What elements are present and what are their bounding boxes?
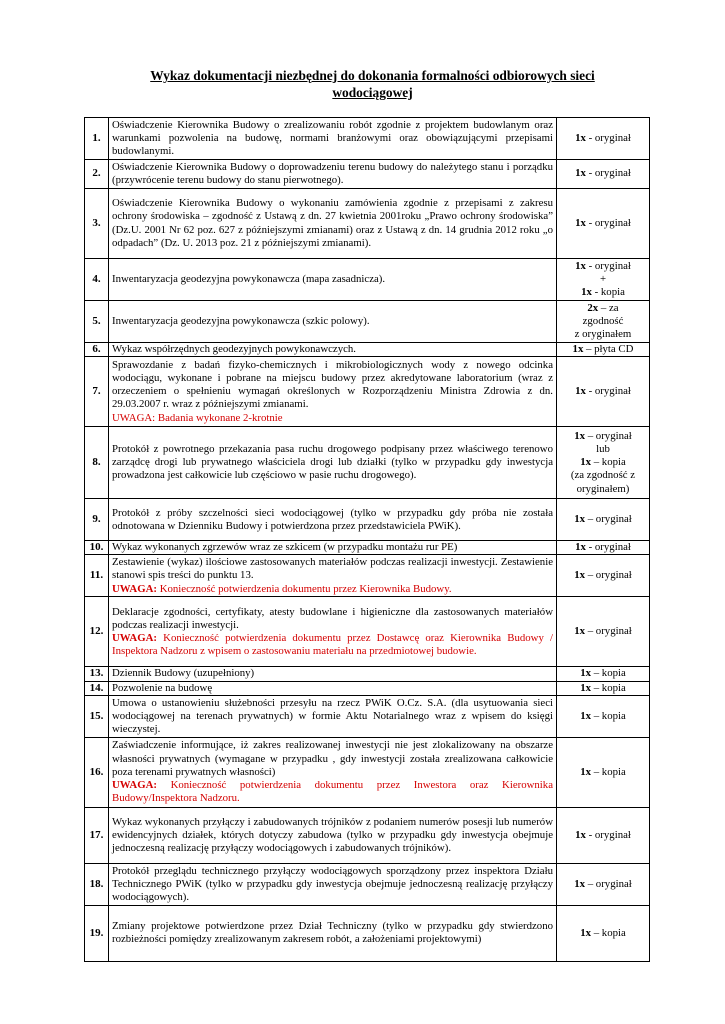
row-number: 7. <box>85 357 109 427</box>
row-quantity <box>557 357 650 427</box>
description-text: Inwentaryzacja geodezyjna powykonawcza (mapa zasadnicza). <box>112 272 386 285</box>
row-quantity <box>557 189 650 259</box>
quantity-line: 1x – kopia <box>580 709 626 722</box>
quantity-line: z oryginałem <box>574 328 632 341</box>
description-text: Inwentaryzacja geodezyjna powykonawcza (szkic polowy). <box>112 314 370 327</box>
row-quantity <box>557 555 650 597</box>
row-quantity <box>557 160 650 189</box>
row-number: 10. <box>85 541 109 555</box>
quantity-line: 1x - oryginał <box>575 167 631 180</box>
description-text: Oświadczenie Kierownika Budowy o doprowadzeniu terenu budowy do należytego stanu i porządku (przywrócenie terenu budowy do stanu pierwotnego). <box>112 160 553 186</box>
table-row <box>85 541 650 555</box>
warning-note <box>112 583 553 596</box>
table-row <box>85 259 650 301</box>
row-description <box>109 189 557 259</box>
row-description <box>109 863 557 905</box>
quantity-line: 1x - oryginał <box>575 541 631 554</box>
description-text: Oświadczenie Kierownika Budowy o zrealizowaniu robót zgodnie z projektem budowlanym oraz warunkami pozwolenia na budowę, normami branżowymi oraz obowiązującymi przepisami budowlanymi. <box>112 118 553 158</box>
table-row <box>85 695 650 737</box>
table-row <box>85 681 650 695</box>
document-title <box>100 67 645 101</box>
row-quantity <box>557 541 650 555</box>
description-text: Zestawienie (wykaz) ilościowe zastosowanych materiałów podczas realizacji inwestycji. Zestawienie stanowi spis treści do punktu 13. <box>112 556 553 582</box>
row-description <box>109 597 557 667</box>
quantity-line: 1x – kopia <box>580 456 626 469</box>
description-text: Deklaracje zgodności, certyfikaty, atesty budowlane i higieniczne dla zastosowanych materiałów podczas realizacji inwestycji. <box>112 605 553 631</box>
quantity-line: 1x – kopia <box>580 765 626 778</box>
table-row <box>85 905 650 961</box>
row-quantity <box>557 695 650 737</box>
row-quantity <box>557 301 650 343</box>
row-description <box>109 541 557 555</box>
description-text: Protokół z próby szczelności sieci wodociągowej (tylko w przypadku gdy próba nie została odnotowana w Dzienniku Budowy i potwierdzona przez przedstawiciela PWiK). <box>112 506 553 532</box>
row-description <box>109 737 557 807</box>
row-description <box>109 905 557 961</box>
table-row <box>85 499 650 541</box>
row-quantity <box>557 118 650 160</box>
warning-note <box>112 779 553 805</box>
row-number: 4. <box>85 259 109 301</box>
description-text: Sprawozdanie z badań fizyko-chemicznych i mikrobiologicznych wody z nowego odcinka wodociągu, wykonane i pobrane na miejscu budowy przez akredytowane laboratorium (wraz z orzeczeniem o spełnieniu wymagań określonych w Rozporządzeniu Ministra Zdrowia z dn. 29.03.2007 r. wraz z późniejszymi zmianami. <box>112 358 553 411</box>
row-description <box>109 343 557 357</box>
warning-prefix: UWAGA: <box>112 778 171 791</box>
warning-note <box>112 632 553 658</box>
table-row <box>85 555 650 597</box>
row-number: 1. <box>85 118 109 160</box>
row-description <box>109 301 557 343</box>
row-number: 14. <box>85 681 109 695</box>
quantity-line: zgodność <box>582 314 624 327</box>
description-text: Protokół z powrotnego przekazania pasa ruchu drogowego podpisany przez właściwego terenowo zarządcę drogi lub prywatnego właściciela drogi lub działki (tylko w przypadku gdy inwestycja prowadzona jest całkowicie lub częściowo w pasie ruchu drogowego). <box>112 442 553 482</box>
quantity-line: 1x - oryginał <box>575 385 631 398</box>
quantity-line: lub <box>596 442 610 455</box>
warning-prefix: UWAGA: <box>112 582 160 595</box>
warning-text: Konieczność potwierdzenia dokumentu przez Dostawcę oraz Kierownika Budowy / Inspektora Nadzoru z wpisem o zastosowaniu materiału na przedmiotowej budowie. <box>112 631 554 658</box>
row-quantity <box>557 863 650 905</box>
quantity-line: 1x – oryginał <box>574 625 632 638</box>
quantity-line: 2x – za <box>587 301 619 314</box>
row-description <box>109 427 557 499</box>
row-quantity <box>557 427 650 499</box>
row-quantity <box>557 807 650 863</box>
table-row <box>85 667 650 681</box>
row-description <box>109 259 557 301</box>
warning-note <box>112 412 553 425</box>
quantity-line: 1x - oryginał <box>575 216 631 229</box>
row-number: 13. <box>85 667 109 681</box>
description-text: Wykaz wykonanych przyłączy i zabudowanych trójników z podaniem numerów posesji lub numerów ewidencyjnych działek, których dotyczy zabudowa (tylko w przypadku gdy inwestycja obejmuje jednoczesną realizację przyłączy wodociągowych i zabudowanych trójników). <box>112 815 553 854</box>
quantity-line: 1x – płyta CD <box>572 343 634 355</box>
row-number: 3. <box>85 189 109 259</box>
quantity-line: oryginałem) <box>576 482 630 495</box>
quantity-line: (za zgodność z <box>570 469 636 482</box>
row-quantity <box>557 343 650 357</box>
row-number: 9. <box>85 499 109 541</box>
row-quantity <box>557 499 650 541</box>
row-number: 16. <box>85 737 109 807</box>
row-description <box>109 357 557 427</box>
table-row <box>85 427 650 499</box>
row-number: 12. <box>85 597 109 667</box>
row-quantity <box>557 681 650 695</box>
row-number: 19. <box>85 905 109 961</box>
description-text: Zaświadczenie informujące, iż zakres realizowanej inwestycji nie jest zlokalizowany na obszarze własności prywatnych (wymagane w przypadku , gdy inwestycji została zrealizowana całkowicie poza terenami prywatnych własności) <box>112 739 553 778</box>
table-row <box>85 737 650 807</box>
quantity-line: 1x - oryginał <box>575 131 631 144</box>
row-description <box>109 499 557 541</box>
row-description <box>109 555 557 597</box>
row-description <box>109 118 557 160</box>
quantity-line: 1x – oryginał <box>574 569 632 582</box>
row-number: 11. <box>85 555 109 597</box>
description-text: Wykaz wykonanych zgrzewów wraz ze szkicem (w przypadku montażu rur PE) <box>112 541 458 554</box>
row-number: 5. <box>85 301 109 343</box>
row-number: 6. <box>85 343 109 357</box>
quantity-line: 1x – kopia <box>580 667 626 680</box>
table-row <box>85 118 650 160</box>
table-row <box>85 807 650 863</box>
quantity-line: 1x – kopia <box>580 681 626 694</box>
row-number: 15. <box>85 695 109 737</box>
row-quantity <box>557 667 650 681</box>
quantity-line: 1x - kopia <box>581 286 625 299</box>
row-description <box>109 807 557 863</box>
quantity-line: 1x - oryginał <box>575 828 631 841</box>
quantity-line: 1x – oryginał <box>574 513 632 526</box>
description-text: Umowa o ustanowieniu służebności przesyłu na rzecz PWiK O.Cz. S.A. (dla usytuowania sieci wodociągowej na terenach prywatnych) w formie Aktu Notarialnego wraz z wpisem do księgi wieczystej. <box>112 696 553 735</box>
row-number: 2. <box>85 160 109 189</box>
row-quantity <box>557 597 650 667</box>
table-row <box>85 160 650 189</box>
row-number: 8. <box>85 427 109 499</box>
description-text: Dziennik Budowy (uzupełniony) <box>112 667 255 680</box>
row-description <box>109 160 557 189</box>
table-row <box>85 597 650 667</box>
description-text: Pozwolenie na budowę <box>112 681 213 694</box>
row-number: 17. <box>85 807 109 863</box>
warning-prefix: UWAGA: <box>112 631 164 644</box>
quantity-line: + <box>599 272 607 285</box>
quantity-line: 1x – oryginał <box>574 877 632 890</box>
row-description <box>109 667 557 681</box>
quantity-line: 1x - oryginał <box>575 259 631 272</box>
description-text: Wykaz współrzędnych geodezyjnych powykonawczych. <box>112 343 356 355</box>
documents-table <box>84 117 650 962</box>
table-row <box>85 343 650 357</box>
row-quantity <box>557 905 650 961</box>
row-description <box>109 695 557 737</box>
table-row <box>85 189 650 259</box>
description-text: Zmiany projektowe potwierdzone przez Dział Techniczny (tylko w przypadku gdy stwierdzono rozbieżności pomiędzy zrealizowanym zakresem robót, a założeniami projektowymi) <box>112 920 553 946</box>
title-line-1: Wykaz dokumentacji niezbędnej do dokonania formalności odbiorowych sieci <box>150 68 595 83</box>
title-line-2: wodociągowej <box>332 85 413 100</box>
warning-text: Konieczność potwierdzenia dokumentu przez Inwestora oraz Kierownika Budowy/Inspektora Nadzoru. <box>112 778 553 805</box>
row-description <box>109 681 557 695</box>
description-text: Protokół przeglądu technicznego przyłączy wodociągowych sporządzony przez inspektora Działu Technicznego PWiK (tylko w przypadku gdy inwestycja obejmuje jednoczesną realizację przyłączy wodociągowych). <box>112 864 553 903</box>
documents-table-body <box>85 118 650 962</box>
table-row <box>85 863 650 905</box>
warning-text: UWAGA: Badania wykonane 2-krotnie <box>112 411 283 424</box>
row-number: 18. <box>85 863 109 905</box>
row-quantity <box>557 737 650 807</box>
warning-text: Konieczność potwierdzenia dokumentu przez Kierownika Budowy. <box>159 582 452 595</box>
row-quantity <box>557 259 650 301</box>
quantity-line: 1x – kopia <box>580 926 626 939</box>
quantity-line: 1x – oryginał <box>574 429 632 442</box>
table-row <box>85 301 650 343</box>
table-row <box>85 357 650 427</box>
description-text: Oświadczenie Kierownika Budowy o wykonaniu zamówienia zgodnie z przepisami z zakresu ochrony środowiska – zgodność z Ustawą z dn. 27 kwietnia 2001roku „Prawo ochrony środowiska” (Dz.U. 2001 Nr 62 poz. 627 z późniejszymi zmianami) oraz z Ustawą z dn. 14 grudnia 2012 roku „o odpadach” (Dz. U. 2013 poz. 21 z późniejszymi zmianami). <box>112 197 553 249</box>
